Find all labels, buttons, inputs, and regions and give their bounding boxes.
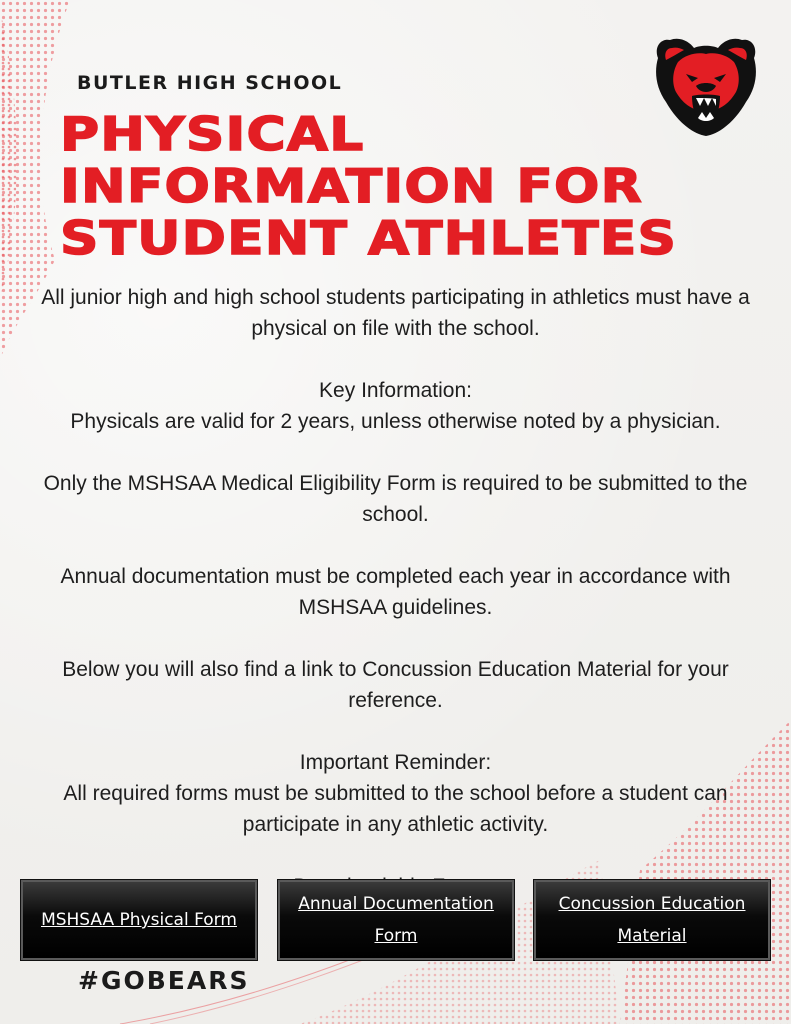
info-body (20, 282, 771, 902)
school-name: BUTLER HIGH SCHOOL (77, 72, 343, 94)
intro-text: All junior high and high school students participating in athletics must have a physical on file with the school. (41, 286, 750, 340)
reminder-heading: Important Reminder: (299, 751, 492, 774)
headline-line-1: PHYSICAL (60, 107, 365, 161)
form-required-text: Only the MSHSAA Medical Eligibility Form is required to be submitted to the school. (43, 472, 748, 526)
concussion-note-text: Below you will also find a link to Concussion Education Material for your reference. (62, 658, 729, 712)
annual-documentation-form-button[interactable] (278, 880, 514, 960)
footer-hashtag: #GOBEARS (78, 966, 250, 995)
bear-mascot-icon (652, 32, 760, 138)
key-info-text: Physicals are valid for 2 years, unless otherwise noted by a physician. (70, 410, 721, 433)
concussion-material-button[interactable] (534, 880, 770, 960)
annual-form-label: Annual Documentation Form (298, 894, 494, 946)
headline-line-2: INFORMATION FOR (60, 159, 643, 213)
key-info-heading: Key Information: (319, 379, 472, 402)
physical-form-button[interactable] (21, 880, 257, 960)
concussion-material-label: Concussion Education Material (558, 894, 746, 946)
physical-form-label: MSHSAA Physical Form (41, 910, 237, 930)
headline-line-3: STUDENT ATHLETES (60, 211, 678, 265)
annual-doc-text: Annual documentation must be completed each year in accordance with MSHSAA guidelines. (60, 565, 731, 619)
reminder-text: All required forms must be submitted to the school before a student can participate in any athletic activity. (63, 782, 728, 836)
page-headline (60, 108, 677, 264)
